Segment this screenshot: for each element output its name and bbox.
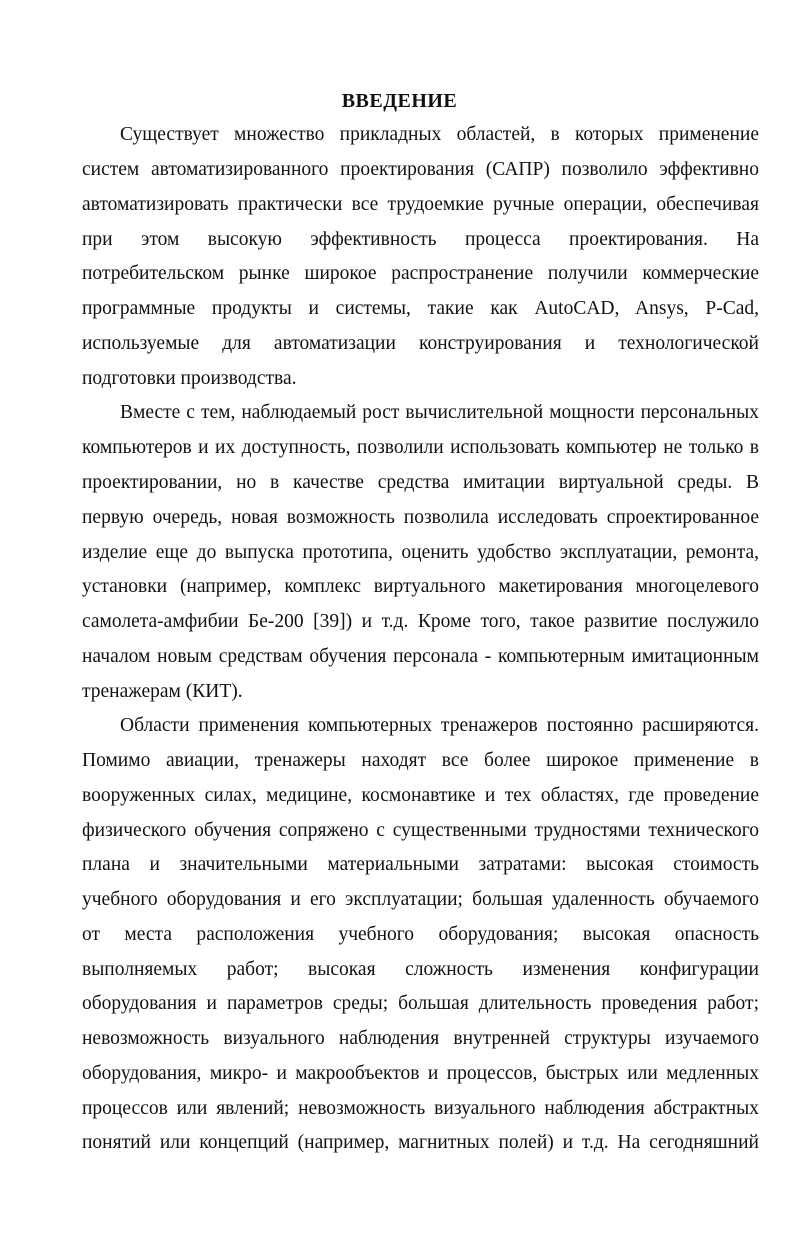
text-line: потребительском рынке широкое распространение получили коммерческие bbox=[82, 263, 759, 284]
text-line: изделие еще до выпуска прототипа, оценить удобство эксплуатации, ремонта, bbox=[82, 542, 759, 563]
text-line: установки (например, комплекс виртуального макетирования многоцелевого bbox=[82, 576, 759, 597]
text-line: автоматизировать практически все трудоемкие ручные операции, обеспечивая bbox=[82, 194, 759, 215]
text-line: оборудования, микро- и макрообъектов и процессов, быстрых или медленных bbox=[82, 1063, 759, 1084]
text-line: Существует множество прикладных областей, в которых применение bbox=[120, 124, 759, 145]
text-line: невозможность визуального наблюдения внутренней структуры изучаемого bbox=[82, 1028, 759, 1049]
text-line: началом новым средствам обучения персонала - компьютерным имитационным bbox=[82, 646, 759, 667]
text-line: систем автоматизированного проектирования (САПР) позволило эффективно bbox=[82, 159, 759, 180]
text-line: Области применения компьютерных тренажеров постоянно расширяются. bbox=[120, 715, 759, 736]
text-line: от места расположения учебного оборудования; высокая опасность bbox=[82, 924, 759, 945]
text-line: Вместе с тем, наблюдаемый рост вычислительной мощности персональных bbox=[120, 402, 759, 423]
text-line: оборудования и параметров среды; большая длительность проведения работ; bbox=[82, 993, 759, 1014]
text-line: первую очередь, новая возможность позволила исследовать спроектированное bbox=[82, 507, 759, 528]
text-line: самолета-амфибии Бе-200 [39]) и т.д. Кроме того, такое развитие послужило bbox=[82, 611, 759, 632]
text-line: проектировании, но в качестве средства имитации виртуальной среды. В bbox=[82, 472, 759, 493]
text-line: при этом высокую эффективность процесса проектирования. На bbox=[82, 229, 759, 250]
text-line: подготовки производства. bbox=[82, 368, 297, 389]
text-line: Помимо авиации, тренажеры находят все более широкое применение в bbox=[82, 750, 759, 771]
page-title: ВВЕДЕНИЕ bbox=[341, 90, 458, 112]
text-line: используемые для автоматизации конструирования и технологической bbox=[82, 333, 759, 354]
text-line: плана и значительными материальными затратами: высокая стоимость bbox=[82, 854, 759, 875]
text-line: выполняемых работ; высокая сложность изменения конфигурации bbox=[82, 959, 759, 980]
text-line: компьютеров и их доступность, позволили использовать компьютер не только в bbox=[82, 437, 759, 458]
text-line: процессов или явлений; невозможность визуального наблюдения абстрактных bbox=[82, 1098, 759, 1119]
text-line: тренажерам (КИТ). bbox=[82, 681, 243, 702]
text-line: программные продукты и системы, такие как AutoCAD, Ansys, P-Cad, bbox=[82, 298, 759, 319]
text-line: физического обучения сопряжено с существенными трудностями технического bbox=[82, 820, 759, 841]
text-line: учебного оборудования и его эксплуатации; большая удаленность обучаемого bbox=[82, 889, 759, 910]
text-line: вооруженных силах, медицине, космонавтике и тех областях, где проведение bbox=[82, 785, 759, 806]
text-line: понятий или концепций (например, магнитных полей) и т.д. На сегодняшний bbox=[82, 1132, 759, 1153]
